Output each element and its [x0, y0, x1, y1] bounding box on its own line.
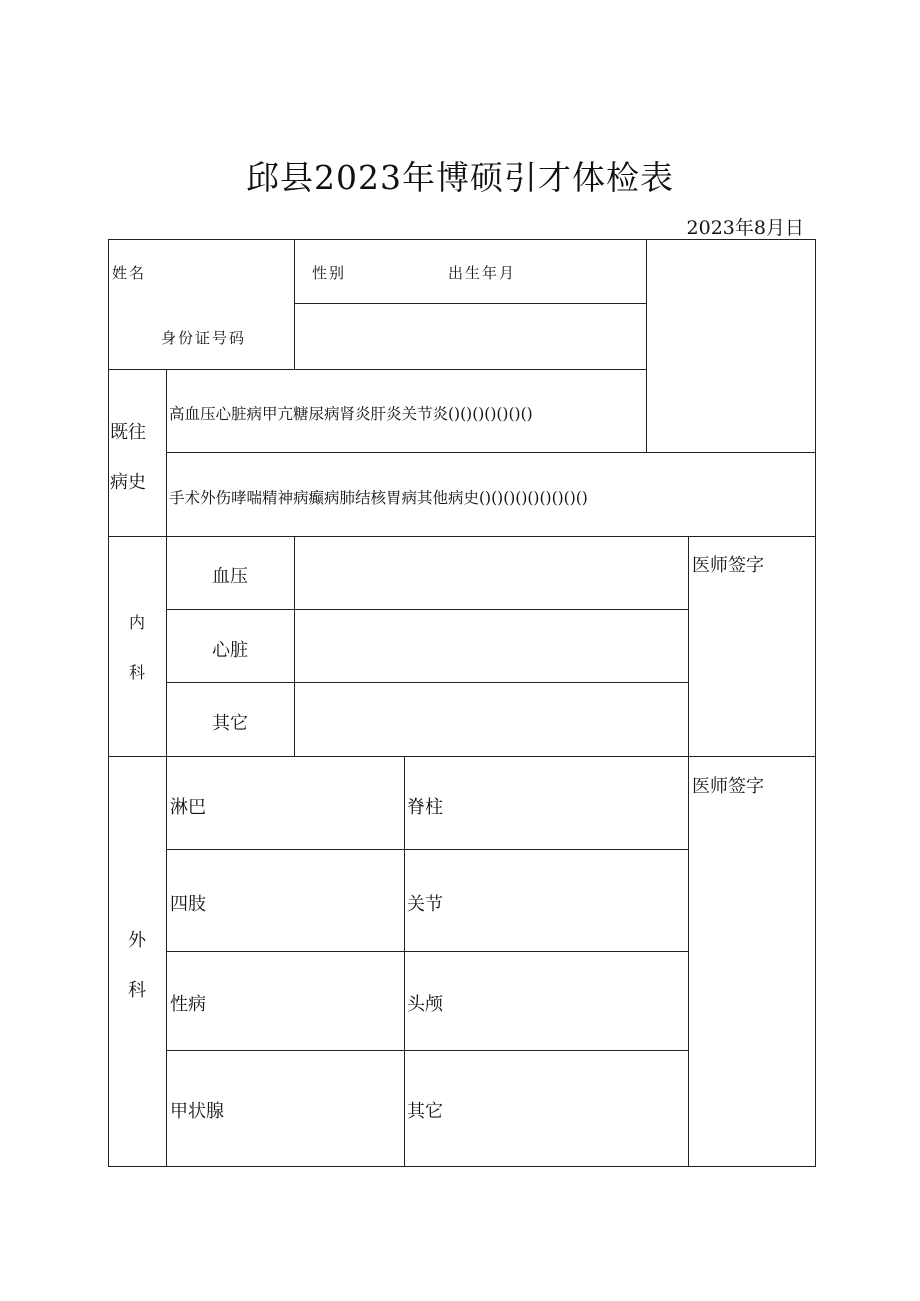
birth-label: 出生年月 [448, 264, 517, 282]
divider [166, 849, 688, 850]
divider [108, 756, 816, 757]
internal-label: 科 [129, 663, 146, 682]
divider [294, 536, 295, 756]
surgery-item-lymph: 淋巴 [170, 797, 206, 818]
surgery-item-skull: 头颅 [407, 994, 443, 1015]
divider [166, 452, 816, 453]
id-number-label: 身份证号码 [161, 329, 247, 347]
divider [166, 951, 688, 952]
surgery-doctor-signature: 医师签字 [692, 776, 764, 797]
divider [166, 682, 688, 683]
divider [166, 536, 167, 1167]
divider [166, 609, 688, 610]
internal-item-blood-pressure: 血压 [212, 566, 248, 587]
history-row-diseases: 高血压心脏病甲亢糖尿病肾炎肝炎关节炎()()()()()()() [169, 405, 533, 423]
name-label: 姓名 [112, 264, 147, 282]
surgery-label: 外 [128, 930, 146, 951]
divider [404, 756, 405, 1167]
table-border-left [108, 239, 109, 1167]
table-border-right [815, 239, 816, 1167]
form-date: 2023年8月日 [686, 217, 804, 239]
internal-label: 内 [129, 613, 146, 632]
photo-area [647, 240, 815, 452]
history-label: 病史 [110, 472, 146, 493]
surgery-item-other: 其它 [407, 1101, 443, 1122]
surgery-item-thyroid: 甲状腺 [170, 1101, 224, 1122]
internal-item-other: 其它 [212, 713, 248, 734]
divider [294, 303, 646, 304]
history-label: 既往 [110, 422, 146, 443]
surgery-label: 科 [128, 980, 146, 1001]
history-row-other: 手术外伤哮喘精神病癫病肺结核胃病其他病史()()()()()()()()() [169, 489, 588, 507]
internal-doctor-signature: 医师签字 [692, 555, 764, 576]
divider [108, 536, 816, 537]
table-border-bottom [108, 1166, 816, 1167]
page-title: 邱县2023年博硕引才体检表 [246, 158, 674, 197]
surgery-item-spine: 脊柱 [407, 797, 443, 818]
divider [108, 369, 646, 370]
surgery-item-joints: 关节 [407, 894, 443, 915]
surgery-item-limbs: 四肢 [170, 894, 206, 915]
internal-item-heart: 心脏 [212, 640, 248, 661]
surgery-item-std: 性病 [170, 994, 206, 1015]
divider [294, 239, 295, 369]
divider [688, 536, 689, 1167]
divider [166, 1050, 688, 1051]
gender-label: 性别 [312, 264, 347, 282]
